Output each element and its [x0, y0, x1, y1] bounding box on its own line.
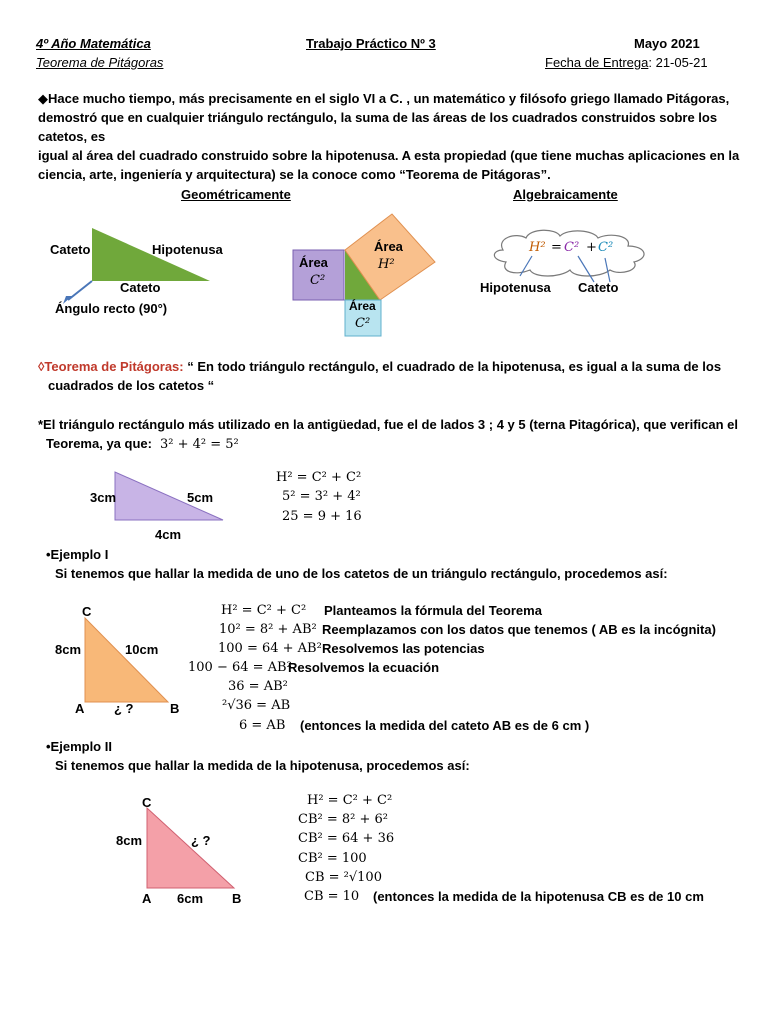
intro-line-1: ◆Hace mucho tiempo, más precisamente en el siglo VI a C. , un matemático y filósofo griego llamado Pitágoras, — [38, 91, 730, 106]
ej2-unknown: ¿ ? — [191, 833, 211, 848]
terna-eq-1: H² = C² + C² — [276, 470, 362, 485]
ej1-step-eq: 6 = AB — [239, 718, 286, 733]
alg-plus: + — [586, 240, 597, 255]
theorem-text-1: “ En todo triángulo rectángulo, el cuadrado de la hipotenusa, es igual a la suma de los — [183, 359, 722, 374]
ej2-vertex-c: C — [142, 795, 152, 810]
alg-title: Algebraicamente — [513, 187, 618, 202]
ej1-desc: Si tenemos que hallar la medida de uno de los catetos de un triángulo rectángulo, procedemos así: — [55, 566, 668, 581]
theorem-statement — [38, 357, 721, 395]
ej1-vertex-b: B — [170, 701, 180, 716]
ej1-unknown: ¿ ? — [114, 701, 134, 716]
ej2-step-eq: CB² = 64 + 36 — [298, 831, 395, 846]
ej2-step-eq: H² = C² + C² — [307, 793, 393, 808]
ej1-vertex-a: A — [75, 701, 85, 716]
ej2-step-eq: CB² = 8² + 6² — [298, 812, 388, 827]
ej2-vertex-b: B — [232, 891, 242, 906]
ej1-step-eq: 100 = 64 + AB² — [218, 641, 322, 656]
orange-triangle — [85, 618, 168, 702]
theorem-label: ◊Teorema de Pitágoras: — [38, 359, 184, 374]
ej2-desc: Si tenemos que hallar la medida de la hipotenusa, procedemos así: — [55, 758, 470, 773]
ej1-step-eq: 10² = 8² + AB² — [219, 622, 317, 637]
pink-triangle — [147, 808, 234, 888]
area-bottom-value: C² — [355, 316, 371, 331]
ej1-step-note: (entonces la medida del cateto AB es de 6 cm ) — [300, 718, 590, 733]
alg-hipotenusa-label: Hipotenusa — [480, 280, 551, 295]
ej2-step-eq: CB² = 100 — [298, 851, 367, 866]
ej1-step-eq: 100 − 64 = AB² — [188, 660, 292, 675]
alg-cateto-label: Cateto — [578, 280, 619, 295]
ej1-step-eq: ²√36 = AB — [222, 698, 291, 713]
geo-title: Geométricamente — [181, 187, 291, 202]
alg-c1: C² — [564, 240, 580, 255]
area-left-value: C² — [310, 273, 326, 288]
ej1-title: •Ejemplo I — [46, 547, 109, 562]
ej2-title: •Ejemplo II — [46, 739, 112, 754]
terna-paragraph — [38, 415, 738, 454]
ej2-step-note: (entonces la medida de la hipotenusa CB es de 10 cm — [373, 889, 704, 904]
right-angle-arrow — [68, 281, 92, 300]
terna-side-b: 4cm — [155, 527, 182, 542]
ej1-side-hyp: 10cm — [125, 642, 159, 657]
ej2-side-left: 8cm — [116, 833, 143, 848]
terna-equation: 3² + 4² = 5² — [159, 437, 239, 452]
work-title: Trabajo Práctico Nº 3 — [306, 36, 436, 51]
area-hyp-value: H² — [378, 257, 395, 272]
terna-side-h: 5cm — [187, 490, 214, 505]
ej2-step-eq: CB = 10 — [304, 889, 360, 904]
intro-line-3: igual al área del cuadrado construido sobre la hipotenusa. A esta propiedad (que tiene muchas aplicaciones en la — [38, 148, 740, 163]
alg-h: H² — [529, 240, 546, 255]
terna-eq-2: 5² = 3² + 4² — [282, 489, 361, 504]
area-left-label: Área — [299, 255, 328, 270]
ej1-step-note: Resolvemos las potencias — [322, 641, 485, 656]
ej1-step-eq: 36 = AB² — [228, 679, 288, 694]
ej2-side-bottom: 6cm — [177, 891, 204, 906]
area-hyp-label: Área — [374, 239, 403, 254]
alg-eq: = — [551, 240, 562, 255]
ej2-vertex-a: A — [142, 891, 152, 906]
terna-line-2: Teorema, ya que: — [46, 436, 152, 451]
ej1-step-eq: H² = C² + C² — [221, 603, 307, 618]
ej2-step-eq: CB = ²√100 — [305, 870, 382, 885]
course-title: 4º Año Matemática — [36, 36, 151, 51]
ej1-vertex-c: C — [82, 604, 92, 619]
label-cateto-left: Cateto — [50, 242, 91, 257]
ej1-side-left: 8cm — [55, 642, 82, 657]
ej1-step-note: Reemplazamos con los datos que tenemos ( AB es la incógnita) — [322, 622, 716, 637]
terna-line-1: *El triángulo rectángulo más utilizado en la antigüedad, fue el de lados 3 ; 4 y 5 (terna Pitagórica), que verifican el — [38, 417, 739, 432]
theorem-text-2: cuadrados de los catetos “ — [48, 378, 215, 393]
label-hipotenusa: Hipotenusa — [152, 242, 223, 257]
delivery-label: Fecha de Entrega — [545, 55, 649, 70]
terna-eq-3: 25 = 9 + 16 — [282, 509, 362, 524]
delivery-value: : 21-05-21 — [648, 55, 708, 70]
header-date: Mayo 2021 — [634, 36, 700, 51]
label-angulo-recto: Ángulo recto (90°) — [55, 301, 168, 316]
topic-title: Teorema de Pitágoras — [36, 55, 164, 70]
alg-c2: C² — [598, 240, 614, 255]
ej1-step-note: Planteamos la fórmula del Teorema — [324, 603, 542, 618]
terna-side-a: 3cm — [90, 490, 117, 505]
area-bottom-label: Área — [349, 299, 376, 313]
ej1-step-note: Resolvemos la ecuación — [288, 660, 440, 675]
intro-line-4: ciencia, arte, ingeniería y arquitectura) se la conoce como “Teorema de Pitágoras”. — [38, 167, 551, 182]
label-cateto-bottom: Cateto — [120, 280, 161, 295]
intro-line-2: demostró que en cualquier triángulo rectángulo, la suma de las áreas de los cuadrados construidos sobre los catetos, es — [38, 110, 718, 144]
